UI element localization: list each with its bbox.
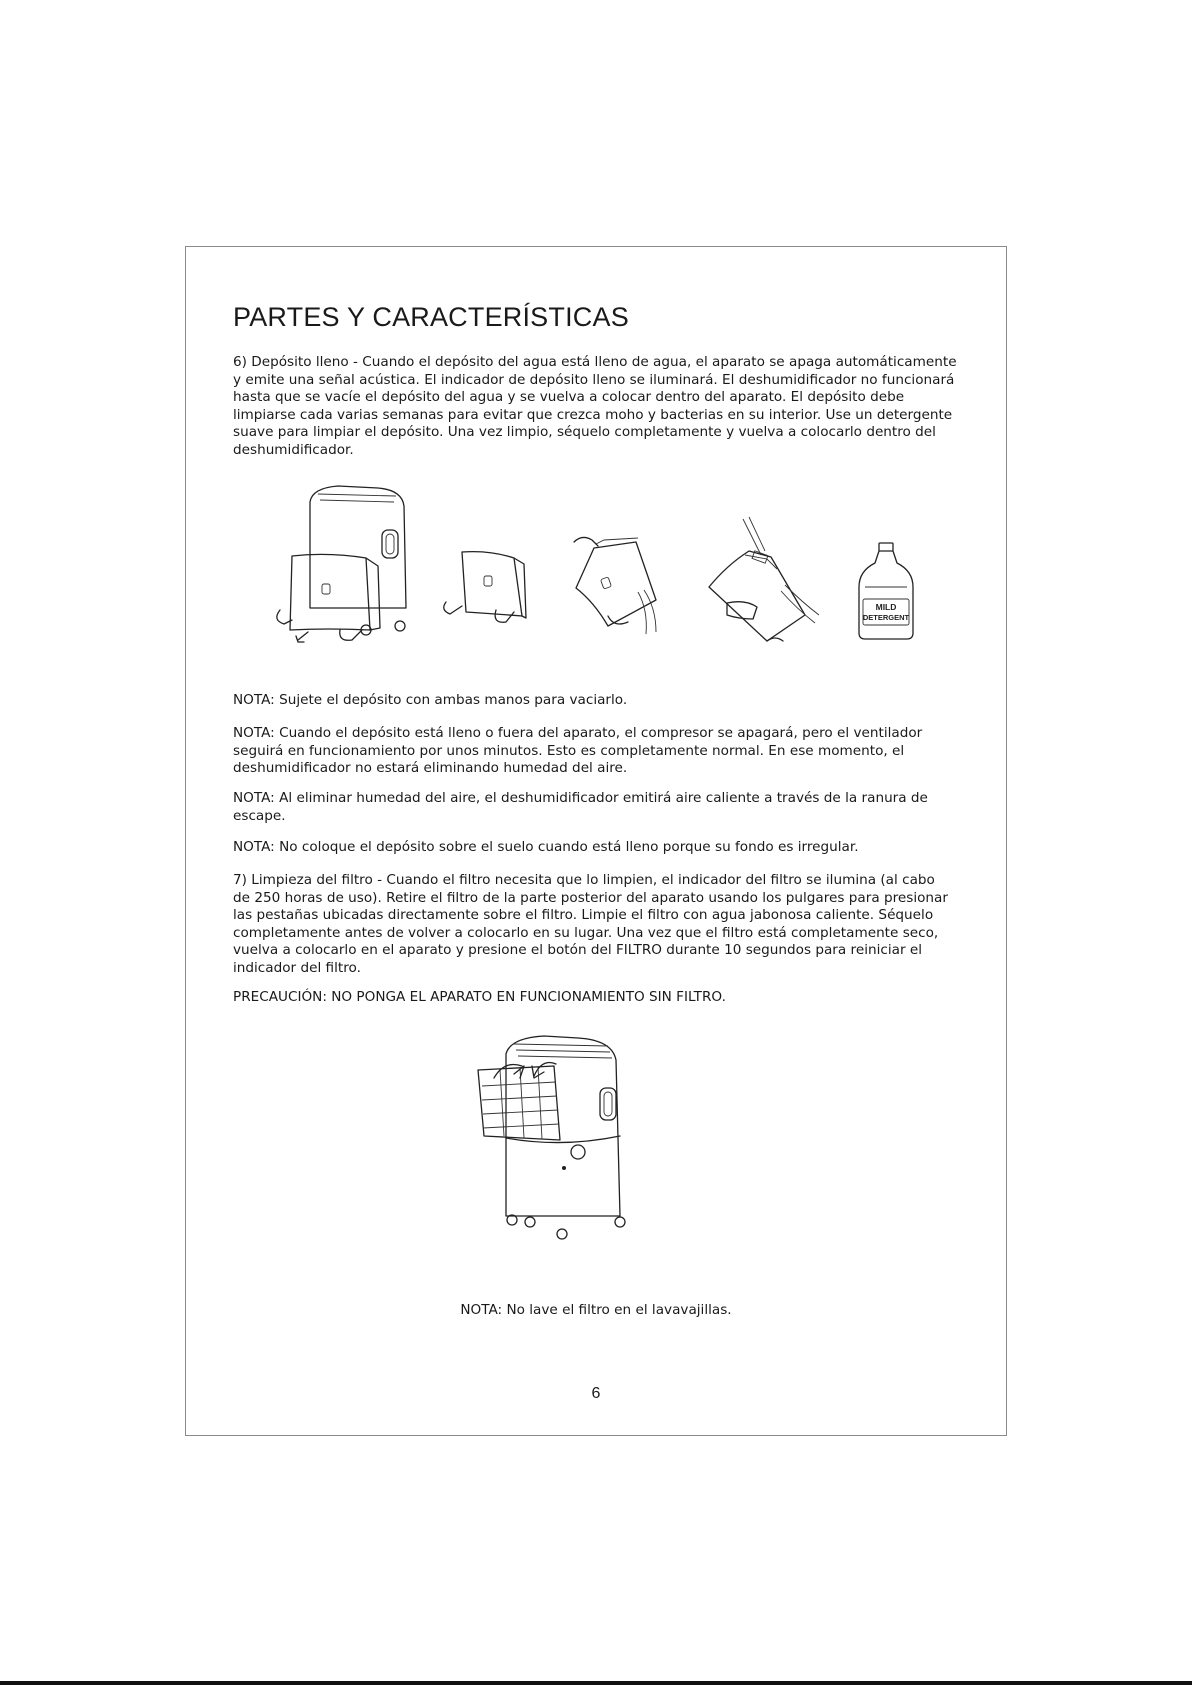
text-line: deshumidificador no estará eliminando humedad del aire.	[233, 760, 628, 777]
detergent-label-detergent: DETERGENT	[862, 613, 910, 622]
note-floor: NOTA: No coloque el depósito sobre el suelo cuando está lleno porque su fondo es irregular.	[233, 839, 859, 855]
illustration-filter-removal	[470, 1030, 640, 1245]
text-line: escape.	[233, 807, 286, 824]
page-number: 6	[591, 1385, 601, 1402]
paragraph-filter-cleaning	[233, 872, 948, 978]
detergent-label-mild: MILD	[875, 602, 897, 612]
text-line: suave para limpiar el depósito. Una vez limpio, séquelo completamente y vuelva a colocarlo dentro del	[233, 424, 936, 441]
bottom-edge-bar	[0, 1681, 1192, 1685]
illustration-remove-tank	[268, 480, 418, 650]
illustration-wash-tank	[705, 515, 825, 645]
note-compressor	[233, 725, 945, 778]
text-line: de 250 horas de uso). Retire el filtro de la parte posterior del aparato usando los pulgares para presionar	[233, 889, 948, 906]
illustration-hold-tank	[440, 548, 540, 638]
paragraph-full-tank	[233, 354, 957, 460]
caution-text: PRECAUCIÓN: NO PONGA EL APARATO EN FUNCIONAMIENTO SIN FILTRO.	[233, 989, 726, 1005]
section-title: PARTES Y CARACTERÍSTICAS	[233, 302, 629, 332]
text-line: completamente antes de volver a colocarlo en su lugar. Una vez que el filtro está completamente seco,	[233, 924, 939, 941]
illustration-pour-water	[568, 530, 678, 640]
text-line: hasta que se vacíe el depósito del agua y se vuelva a colocar dentro del aparato. El depósito debe	[233, 389, 905, 406]
text-line: NOTA: Al eliminar humedad del aire, el deshumidificador emitirá aire caliente a través de la ranura de	[233, 790, 928, 806]
note-hold-tank: NOTA: Sujete el depósito con ambas manos para vaciarlo.	[233, 692, 628, 708]
text-line: seguirá en funcionamiento por unos minutos. Esto es completamente normal. En ese momento, el	[233, 742, 905, 759]
text-line: 7) Limpieza del filtro - Cuando el filtro necesita que lo limpien, el indicador del filtro se ilumina (al cabo	[233, 872, 935, 888]
text-line: vuelva a colocarlo en el aparato y presione el botón del FILTRO durante 10 segundos para reiniciar el	[233, 942, 922, 959]
text-line: deshumidificador.	[233, 441, 354, 458]
note-dishwasher: NOTA: No lave el filtro en el lavavajillas.	[460, 1302, 732, 1318]
text-line: limpiarse cada varias semanas para evitar que crezca moho y bacterias en su interior. Use un detergente	[233, 406, 953, 423]
text-line: NOTA: Cuando el depósito está lleno o fuera del aparato, el compresor se apagará, pero el ventilador	[233, 725, 923, 741]
text-line: indicador del filtro.	[233, 959, 361, 976]
text-line: las pestañas ubicadas directamente sobre el filtro. Limpie el filtro con agua jabonosa caliente. Séquelo	[233, 907, 934, 924]
note-warm-air	[233, 790, 945, 825]
text-line: y emite una señal acústica. El indicador de depósito lleno se iluminará. El deshumidificador no funcionará	[233, 371, 955, 388]
illustration-detergent-bottle	[855, 541, 917, 643]
text-line: 6) Depósito lleno - Cuando el depósito del agua está lleno de agua, el aparato se apaga automáticamente	[233, 354, 957, 370]
